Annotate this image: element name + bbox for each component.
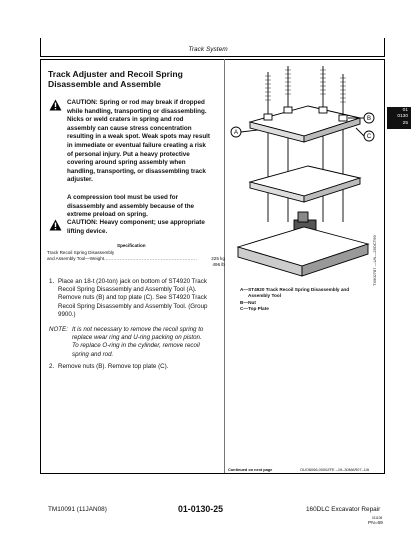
- tab-line: 25: [402, 120, 408, 126]
- tab-line: 01: [402, 108, 408, 113]
- figure-legend: A—ST4920 Track Recoil Spring Disassembly and Assembly Tool B—Nut C—Top Plate: [240, 287, 350, 311]
- callout-b: B: [366, 116, 372, 122]
- spec-item: Track Recoil Spring Disassembly and Assembly Tool—Weight........................................................... 225 kg 496 lb: [47, 250, 225, 268]
- spec-heading: Specification: [117, 243, 146, 248]
- caution-heavy: CAUTION: Heavy component; use appropriate lifting device.: [67, 219, 205, 235]
- note-text: It is not necessary to remove the recoil spring to replace wear ring and U-ring packing on piston. To replace O-ring in the cylinder, remove recoil spring and rod.: [72, 326, 204, 358]
- page-number: PN=69: [368, 521, 383, 526]
- page-code: 01-0130-25: [178, 504, 223, 514]
- compression-tool-illustration: [228, 62, 378, 284]
- warning-triangle-icon: [49, 219, 62, 231]
- document-id: OUO6066,0000ZFE –19–30MAR07–1/6: [300, 467, 370, 472]
- running-header: Track System: [188, 46, 228, 53]
- header-left-mark: [40, 38, 41, 56]
- spec-value-kg: 225 kg: [211, 256, 225, 262]
- continued-note: Continued on next page: [228, 467, 273, 472]
- step-1-text: Place an 18-t (20-ton) jack on bottom of ST4920 Track Recoil Spring Disassembly and Assembly Tool (A). Remove nuts (B) and top plate (C). See ST4920 Track Recoil Spring Disassembly and Assembly Tool. (Group 9900.): [58, 278, 208, 318]
- note-label: NOTE:: [49, 326, 68, 333]
- frame-right: [384, 59, 385, 473]
- model-title: 160DLC Excavator Repair: [306, 506, 381, 513]
- section-tab: [387, 107, 411, 129]
- step-2-text: Remove nuts (B). Remove top plate (C).: [58, 363, 169, 370]
- warning-triangle-icon: [49, 99, 62, 111]
- step-number: 1.: [49, 278, 55, 285]
- caution-spring: CAUTION: Spring or rod may break if dropped while handling, transporting or disassembling. Nicks or weld craters in spring and rod assembly can cause stress concentration resulting in a weak spot. Weak spots may result in immediate or eventual failure creating a risk of personal injury. Put a heavy protective covering around spring assembly when handling, transporting, or disassembling track adjuster. A compression tool must be used for disassembly and assembly because of the extreme preload on spring.: [67, 99, 211, 219]
- callout-a: A: [233, 130, 239, 136]
- frame-bottom: [40, 473, 385, 474]
- frame-left: [40, 59, 41, 473]
- print-code: 011108: [372, 516, 383, 520]
- manual-number: TM10091 (11JAN08): [48, 506, 107, 513]
- spec-value-lb: 496 lb: [212, 262, 225, 268]
- tab-line: 0130: [397, 114, 408, 120]
- callout-c: C: [366, 134, 372, 140]
- step-number: 2.: [49, 363, 55, 370]
- header-rule: [40, 56, 385, 57]
- section-title: Track Adjuster and Recoil Spring Disassemble and Assemble: [48, 69, 183, 89]
- frame-top: [40, 59, 385, 60]
- header-right-mark: [384, 38, 385, 56]
- figure-id: TX902787 —UN—25OCT99: [372, 235, 377, 286]
